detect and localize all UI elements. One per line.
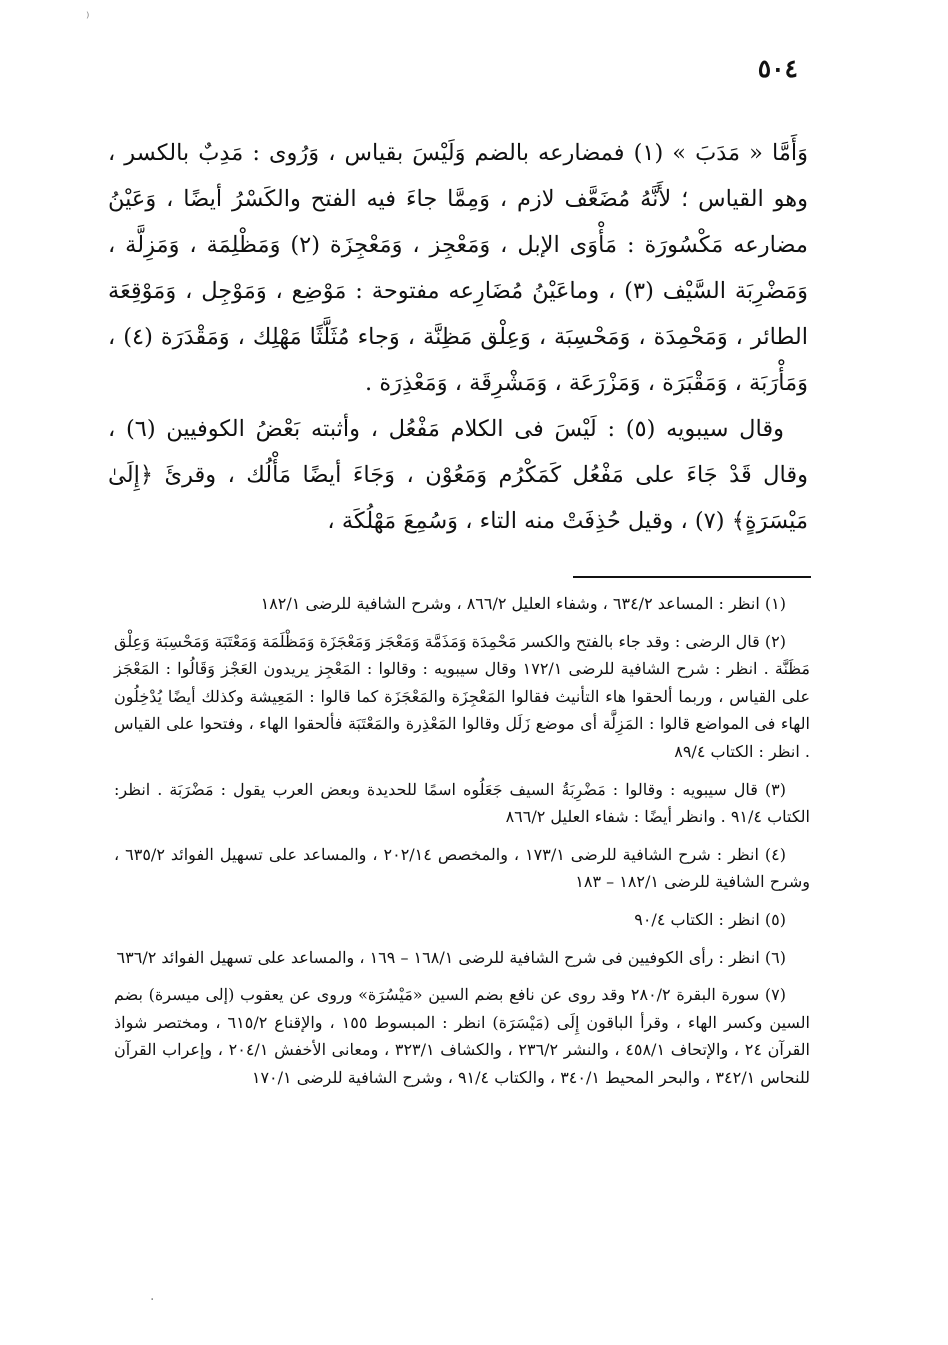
paragraph: وَأَمَّا « مَدَبَ » (١) فمضارعه بالضم وَلَيْسَ بقياس ، وَرُوى : مَدِبٌ بالكسر ، وهو القياس ؛ لأَنَّهُ مُضَعَّف لازم ، وَمِمَّا جاءَ فيه الفتح والكَسْرُ أيضًا ، وَعَيْنُ مضارعه مَكْسُورَة : مَأْوَى الإبل ، وَمَعْجِز ، وَمَعْجِزَة (٢) وَمَظْلِمَة ، وَمَزِلَّة ، وَمَضْرِبَة السَّيْف (٣) ، وماعَيْنُ مُضَارِعه مفتوحة : مَوْضِع ، وَمَوْجِل ، وَمَوْقِعَة الطائر ، وَمَحْمِدَة ، وَمَحْسِبَة ، وَعِلْق مَظِنَّة ، وَجاء مُثَلَّثًا مَهْلِك ، وَمَقْدَرَة (٤) ، وَمَأْرَبَة ، وَمَقْبَرَة ، وَمَزْرَعَة ، وَمَشْرِقَة ، وَمَعْذِرَة . — [108, 140, 808, 396]
footnote-4: (٤) انظر : شرح الشافية للرضى ١٧٣/١ ، والمخصص ٢٠٢/١٤ ، والمساعد على تسهيل الفوائد ٦٣٥/٢ ، وشرح الشافية للرضى ١٨٢/١ – ١٨٣ — [114, 844, 810, 892]
footnote-2: (٢) قال الرضى : وقد جاء بالفتح والكسر مَحْمِدَة وَمَذَمَّة وَمَعْجَز وَمَعْجَزَة وَمَظْلَمَة وَمَعْتَبَة وَمَحْسِبَة وَعِلْق مَظَنَّة . انظر : شرح الشافية للرضى ١٧٢/١ وقال سيبويه : وقالوا : المَعْجِز يريدون العَجْز وَقَالُوا : المَعْجَز على القياس ، وربما ألحقوا هاء التأنيث فقالوا المَعْجِزَة والمَعْجَزَة كما قالوا : المَعِيشة وكذلك أيضًا يُدْخِلُون الهاء فى المواضع قالوا : المَزِلَّة أى موضع زَلَل وقالوا المَعْذِرة والمَعْتَبَة فألحقوا الهاء ، وفتحوا على القياس . انظر : الكتاب ٨٩/٤ — [114, 631, 811, 761]
footnote-6: (٦) انظر : رأى الكوفيين فى شرح الشافية للرضى ١٦٨/١ – ١٦٩ ، والمساعد على تسهيل الفوائد ٦٣٦/٢ — [116, 947, 786, 967]
footnote-divider — [573, 576, 811, 578]
main-text — [108, 130, 808, 544]
scan-mark: ⁾ — [86, 10, 90, 26]
paragraph: وقال سيبويه (٥) : لَيْسَ فى الكلام مَفْعُل ، وأثبته بَعْضُ الكوفيين (٦) ، وقال قَدْ جَاءَ على مَفْعُل كَمَكْرُم وَمَعُوْن ، وَجَاءَ أيضًا مَأْلُك ، وقرئَ ﴿إِلَىٰ مَيْسَرَةٍ﴾ (٧) ، وقيل حُذِفَتْ منه التاء ، وَسُمِعَ مَهْلُكَة ، — [108, 416, 808, 534]
footnote-1: (١) انظر : المساعد ٦٣٤/٢ ، وشفاء العليل ٨٦٦/٢ ، وشرح الشافية للرضى ١٨٢/١ — [260, 594, 786, 613]
footnote-7: (٧) سورة البقرة ٢٨٠/٢ وقد روى عن نافع بضم السين «مَيْسُرَة» وروى عن يعقوب (إلى ميسرة) بضم السين وكسر الهاء ، وقرأ الباقون إِلَى (مَيْسَرَة) انظر : المبسوط ١٥٥ ، والإقناع ٦١٥/٢ ، ومختصر شواذ القرآن ٢٤ ، والإتحاف ٤٥٨/١ ، والنشر ٢٣٦/٢ ، والكشاف ٣٢٣/١ ، ومعانى الأخفش ٢٠٤/١ ، وإعراب القرآن للنحاس ٣٤٢/١ ، والبحر المحيط ٣٤٠/١ ، والكتاب ٩١/٤ ، وشرح الشافية للرضى ١٧٠/١ — [114, 985, 811, 1087]
scan-mark: · — [150, 1292, 155, 1308]
footnote-3: (٣) قال سيبويه : وقالوا : مَضْرِبَةُ السيف جَعَلُوه اسمًا للحديدة وبعض العرب يقول : مَضْرَبَة . انظر: الكتاب ٩١/٤ . وانظر أيضًا : شفاء العليل ٨٦٦/٢ — [114, 779, 810, 827]
footnotes — [114, 590, 810, 1102]
page-number: ٥٠٤ — [757, 54, 798, 83]
footnote-5: (٥) انظر : الكتاب ٩٠/٤ — [634, 909, 786, 929]
